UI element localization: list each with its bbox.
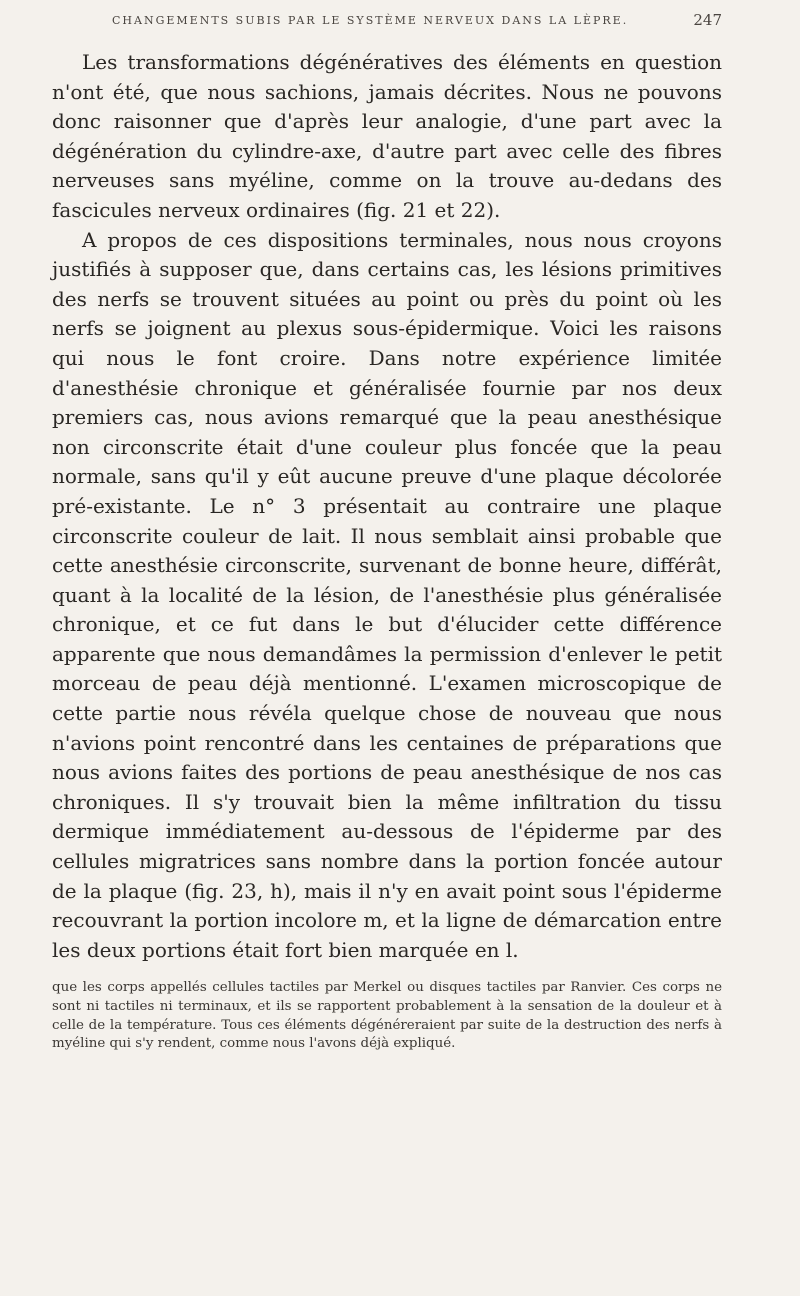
footnote-text: que les corps appellés cellules tactiles par Merkel ou disques tactiles par Ranvier. Ces corps ne sont ni tactiles ni terminaux, et ils se rapportent probablement à la sensation de la douleur et à celle de la température. Tous ces éléments dégénéreraient par suite de la destruction des nerfs à myéline qui s'y rendent, comme nous l'avons déjà expliqué. [52,980,722,1052]
body-text [52,48,722,965]
running-head-title: CHANGEMENTS SUBIS PAR LE SYSTÈME NERVEUX DANS LA LÈPRE. [112,14,629,27]
footnote [52,979,722,1053]
paragraph: A propos de ces dispositions terminales, nous nous croyons justifiés à supposer que, dans certains cas, les lésions primitives des nerfs se trouvent situées au point ou près du point où les nerfs se joignent au plexus sous-épidermique. Voici les raisons qui nous le font croire. Dans notre expérience limitée d'anesthésie chronique et généralisée fournie par nos deux premiers cas, nous avions remarqué que la peau anesthésique non circonscrite était d'une couleur plus foncée que la peau normale, sans qu'il y eût aucune preuve d'une plaque décolorée pré-existante. Le n° 3 présentait au contraire une plaque circonscrite couleur de lait. Il nous semblait ainsi probable que cette anesthésie circonscrite, survenant de bonne heure, différât, quant à la localité de la lésion, de l'anesthésie plus généralisée chronique, et ce fut dans le but d'élucider cette différence apparente que nous demandâmes la permission d'enlever le petit morceau de peau déjà mentionné. L'examen microscopique de cette partie nous révéla quelque chose de nouveau que nous n'avions point rencontré dans les centaines de préparations que nous avions faites des portions de peau anesthésique de nos cas chroniques. Il s'y trouvait bien la même infiltration du tissu dermique immédiatement au-dessous de l'épiderme par des cellules migratrices sans nombre dans la portion foncée autour de la plaque (fig. 23, h), mais il n'y en avait point sous l'épiderme recouvrant la portion incolore m, et la ligne de démarcation entre les deux portions était fort bien marquée en l. [52,227,722,962]
running-head [52,10,722,34]
page-number: 247 [693,11,722,29]
document-page [52,10,722,1054]
paragraph: Les transformations dégénératives des éléments en question n'ont été, que nous sachions, jamais décrites. Nous ne pouvons donc raisonner que d'après leur analogie, d'une part avec la dégénération du cylindre-axe, d'autre part avec celle des fibres nerveuses sans myéline, comme on la trouve au-dedans des fascicules nerveux ordinaires (fig. 21 et 22). [52,50,722,222]
